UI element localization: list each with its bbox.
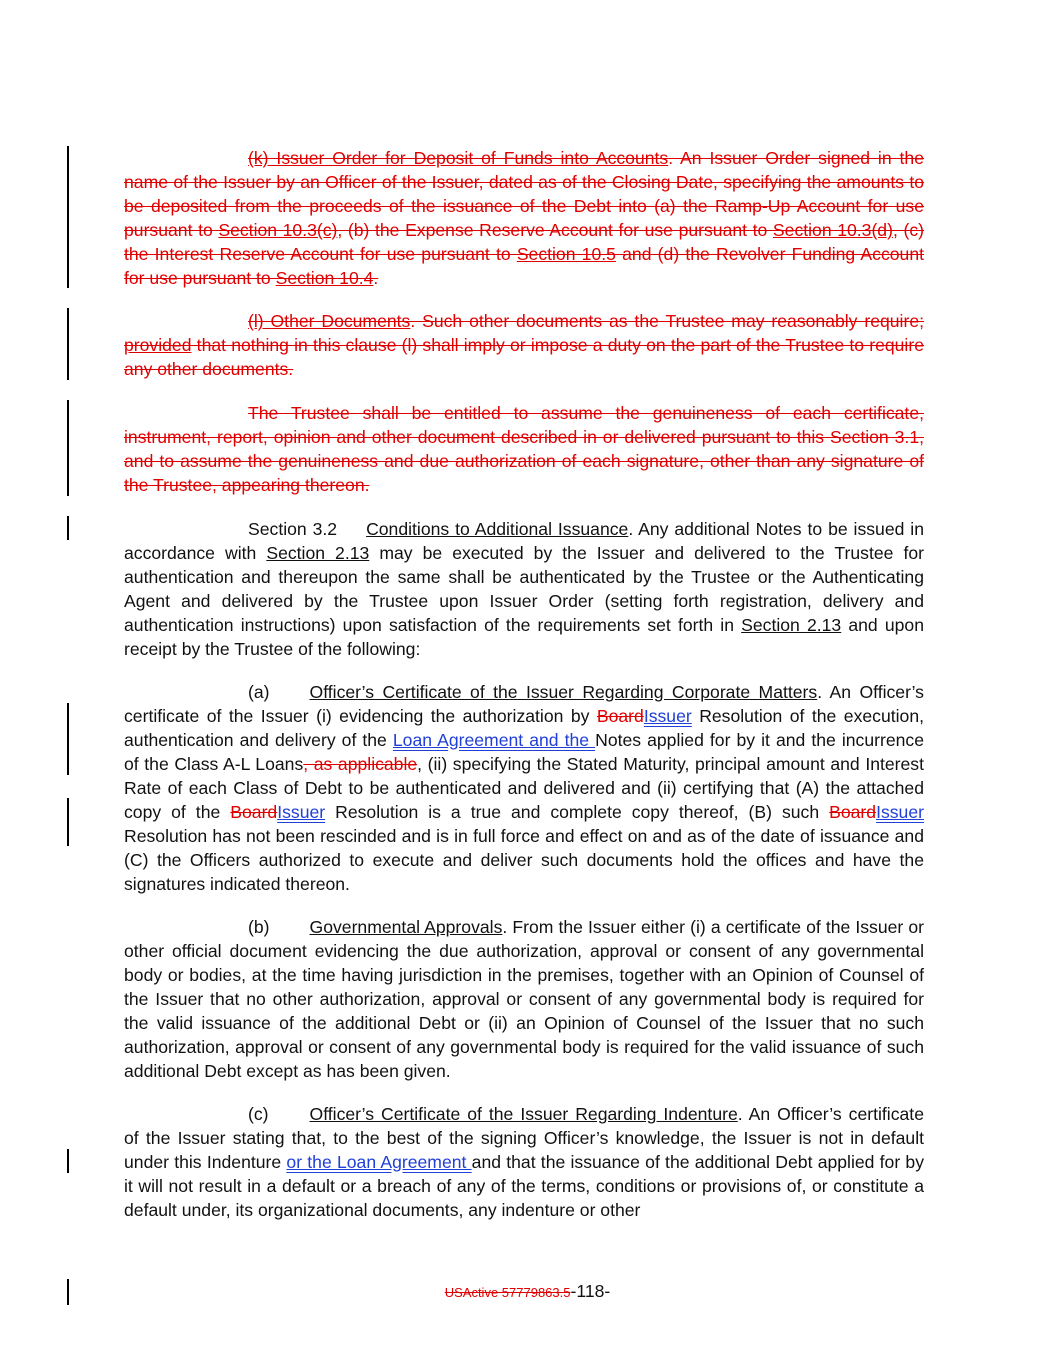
change-bar (67, 146, 69, 288)
change-bar (67, 308, 69, 380)
page-number: -118- (570, 1281, 611, 1301)
deleted-text: Board (829, 802, 877, 822)
inserted-text: Issuer (277, 802, 326, 822)
section-ref: Section 2.13 (266, 543, 370, 563)
change-bar (67, 400, 69, 496)
section-ref: Section 10.4 (275, 268, 374, 288)
section-ref: Section 2.13 (741, 615, 842, 635)
change-bar (67, 703, 69, 775)
section-ref: Section 10.5 (516, 244, 616, 264)
section-ref: Section 10.3(c) (218, 220, 338, 240)
change-bar (67, 516, 69, 540)
paragraph-c-label: (c) (248, 1104, 269, 1124)
deleted-text: Board (230, 802, 278, 822)
paragraph-l-deleted: (l) Other Documents. Such other documents as the Trustee may reasonably require; provided that nothing in this clause (l) shall imply or impose a duty on the part of the Trustee to require any other documents. (124, 311, 925, 379)
section-ref: Section 10.3(d) (772, 220, 893, 240)
paragraph-a: (a) Officer’s Certificate of the Issuer Regarding Corporate Matters. An Officer’s certificate of the Issuer (i) evidencing the authorization by BoardIssuer Resolution of the execution, authentication and delivery of the Loan Agreement and the Notes applied for by it and the incurrence of the Class A-L Loans, as applicable, (ii) specifying the Stated Maturity, principal amount and Interest Rate of each Class of Debt to be authenticated and delivered and (ii) certifying that (A) the attached copy of the BoardIssuer Resolution is a true and complete copy thereof, (B) such BoardIssuer Resolution has not been rescinded and is in full force and effect on and as of the date of issuance and (C) the Officers authorized to execute and deliver such documents hold the offices and have the signatures indicated thereon. (124, 682, 924, 894)
paragraph-trustee-deleted: The Trustee shall be entitled to assume the genuineness of each certificate, instrument, report, opinion and other document described in or delivered pursuant to this Section 3.1, and to assume the genuineness and due authorization of each signature, other than any signature of the Trustee, appearing thereon. (124, 403, 924, 495)
paragraph-c: (c) Officer’s Certificate of the Issuer Regarding Indenture. An Officer’s certificate of the Issuer stating that, to the best of the signing Officer’s knowledge, the Issuer is not in default under this Indenture or the Loan Agreement and that the issuance of the additional Debt applied for by it will not result in a default or a breach of any of the terms, conditions or provisions of, or constitute a default under, its organizational documents, any indenture or other (124, 1104, 924, 1220)
paragraph-b: (b) Governmental Approvals. From the Issuer either (i) a certificate of the Issuer or other official document evidencing the due authorization, approval or consent of any governmental body or bodies, at the time having jurisdiction in the premises, together with an Opinion of Counsel of the Issuer that no other authorization, approval or consent of any governmental body is required for the valid issuance of the additional Debt or (ii) an Opinion of Counsel of the Issuer that no such authorization, approval or consent of any governmental body is required for the valid issuance of such additional Debt except as has been given. (124, 917, 925, 1081)
paragraph-a-label: (a) (248, 682, 270, 702)
inserted-text: Issuer (876, 802, 924, 822)
section-label: Section 3.2 (248, 519, 338, 539)
paragraph-l-heading: (l) Other Documents (248, 311, 411, 331)
paragraph-c-title: Officer’s Certificate of the Issuer Regarding Indenture (309, 1104, 738, 1124)
paragraph-b-label: (b) (248, 917, 270, 937)
paragraph-k-heading: (k) Issuer Order for Deposit of Funds into Accounts (248, 148, 669, 168)
paragraph-b-title: Governmental Approvals (309, 917, 503, 937)
inserted-text: Loan Agreement and the (392, 730, 596, 750)
deleted-text: Board (596, 706, 644, 726)
provided-term: provided (124, 335, 192, 355)
change-bar (67, 798, 69, 846)
paragraph-a-title: Officer’s Certificate of the Issuer Regarding Corporate Matters (309, 682, 818, 702)
section-title: Conditions to Additional Issuance (366, 519, 629, 539)
page-footer (0, 1281, 1055, 1302)
inserted-text: Issuer (643, 706, 692, 726)
document-id: USActive 57779863.5 (444, 1285, 571, 1300)
change-bar (67, 1149, 69, 1173)
section-3-2: Section 3.2 Conditions to Additional Issuance. Any additional Notes to be issued in accordance with Section 2.13 may be executed by the Issuer and delivered to the Trustee for authentication and thereupon the same shall be authenticated by the Trustee or the Authenticating Agent and delivered by the Trustee upon Issuer Order (setting forth registration, delivery and authentication instructions) upon satisfaction of the requirements set forth in Section 2.13 and upon receipt by the Trustee of the following: (124, 519, 925, 659)
deleted-text: , as applicable (303, 754, 418, 774)
paragraph-k-deleted: (k) Issuer Order for Deposit of Funds into Accounts. An Issuer Order signed in the name of the Issuer by an Officer of the Issuer, dated as of the Closing Date, specifying the amounts to be deposited from the proceeds of the issuance of the Debt into (a) the Ramp-Up Account for use pursuant to Section 10.3(c), (b) the Expense Reserve Account for use pursuant to Section 10.3(d), (c) the Interest Reserve Account for use pursuant to Section 10.5 and (d) the Revolver Funding Account for use pursuant to Section 10.4. (124, 148, 924, 288)
inserted-text: or the Loan Agreement (286, 1152, 472, 1172)
